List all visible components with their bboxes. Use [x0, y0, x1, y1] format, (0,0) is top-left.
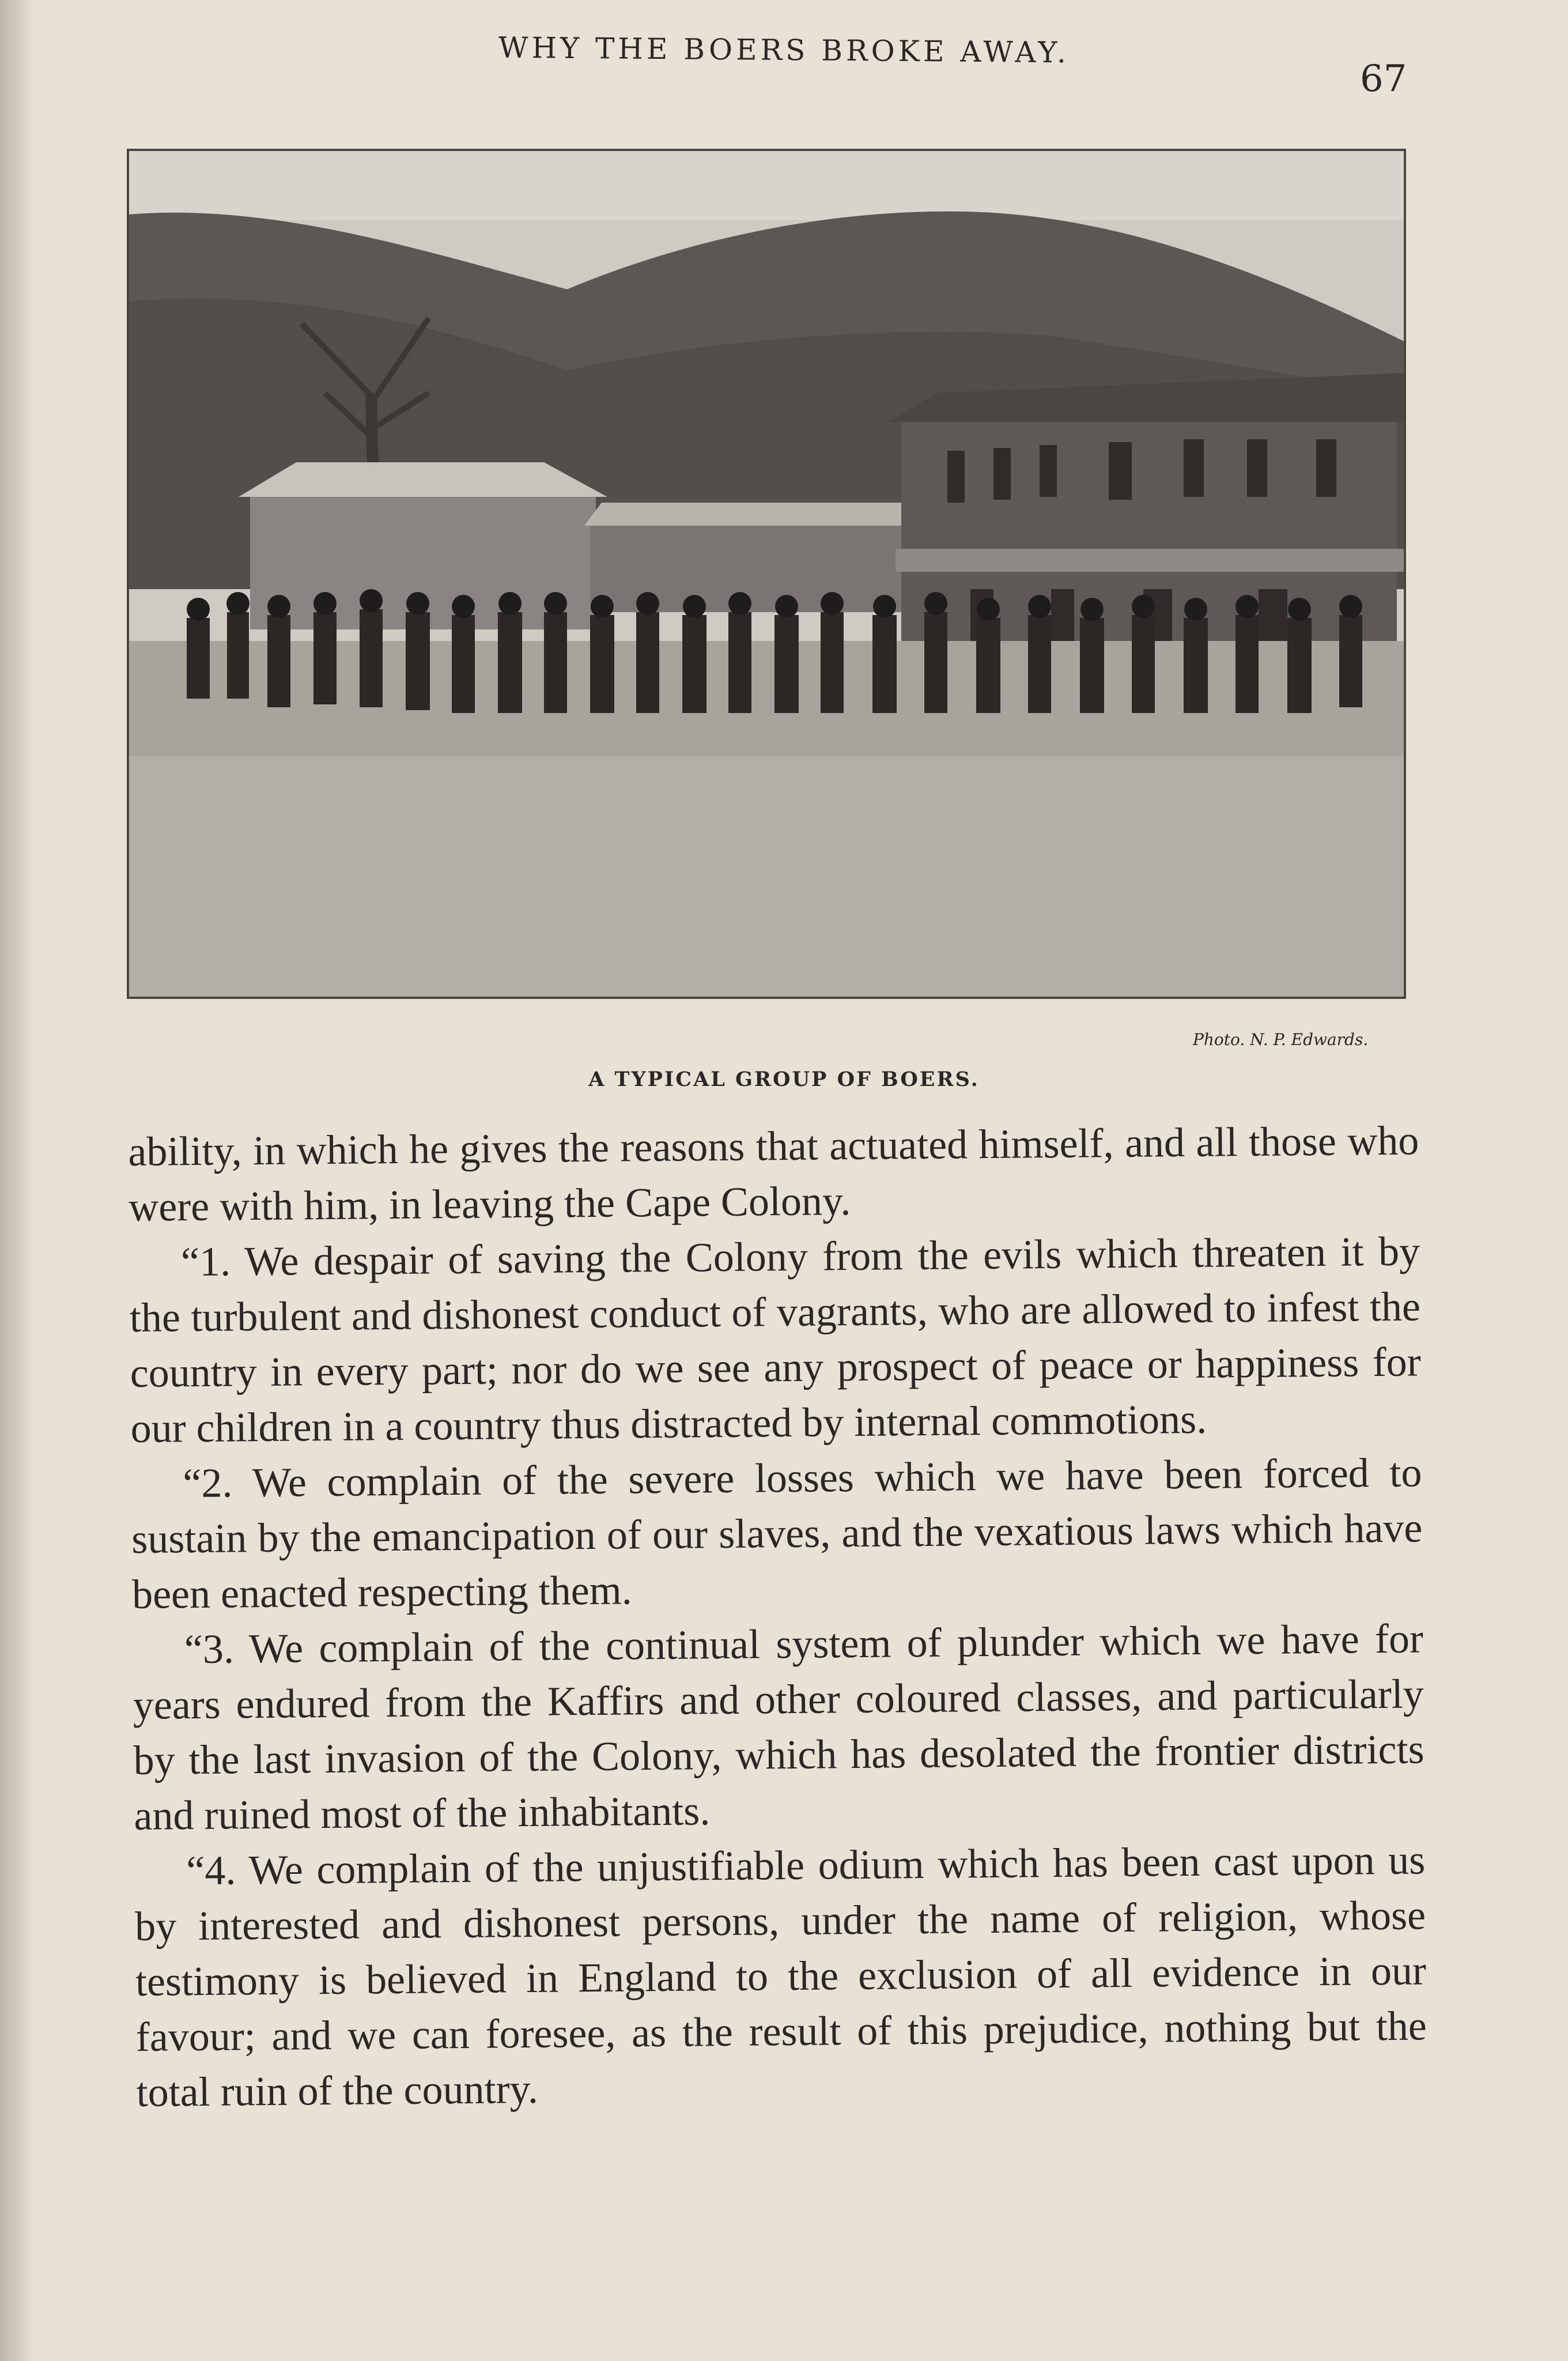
paragraph-reason-1: “1. We despair of saving the Colony from the evils which threaten it by the turbulent and dishonest conduct of vagrants, who are allowed to infest the country in every part; nor do we see any prospect of peace or happiness for our children in a country thus distracted by internal commotions.: [129, 1228, 1422, 1451]
body-text: [128, 1112, 1427, 2119]
running-title: WHY THE BOERS BROKE AWAY.: [498, 31, 1070, 70]
paragraph-reason-3: “3. We complain of the continual system of plunder which we have for years endured from the Kaffirs and other coloured classes, and particularly by the last invasion of the Colony, which has desolated the frontier districts and ruined most of the inhabitants.: [133, 1615, 1425, 1839]
page-number: 67: [1360, 58, 1407, 100]
boers-photograph: [127, 149, 1406, 999]
paragraph-reason-2: “2. We complain of the severe losses which we have been forced to sustain by the emancipation of our slaves, and the vexatious laws which have been enacted respecting them.: [131, 1449, 1423, 1617]
page-gutter-shadow: [0, 0, 35, 2361]
photo-credit: Photo. N. P. Edwards.: [1193, 1030, 1369, 1049]
paragraph-continuation: ability, in which he gives the reasons that actuated himself, and all those who were with him, in leaving the Cape Colony.: [128, 1117, 1419, 1230]
figure-caption: A TYPICAL GROUP OF BOERS.: [588, 1068, 980, 1091]
photo-illustration: [129, 151, 1404, 997]
paragraph-reason-4: “4. We complain of the unjustifiable odium which has been cast upon us by interested and dishonest persons, under the name of religion, whose testimony is believed in England to the exclusion of all evidence in our favour; and we can foresee, as the result of this prejudice, nothing but the total ruin of the country.: [134, 1836, 1427, 2115]
